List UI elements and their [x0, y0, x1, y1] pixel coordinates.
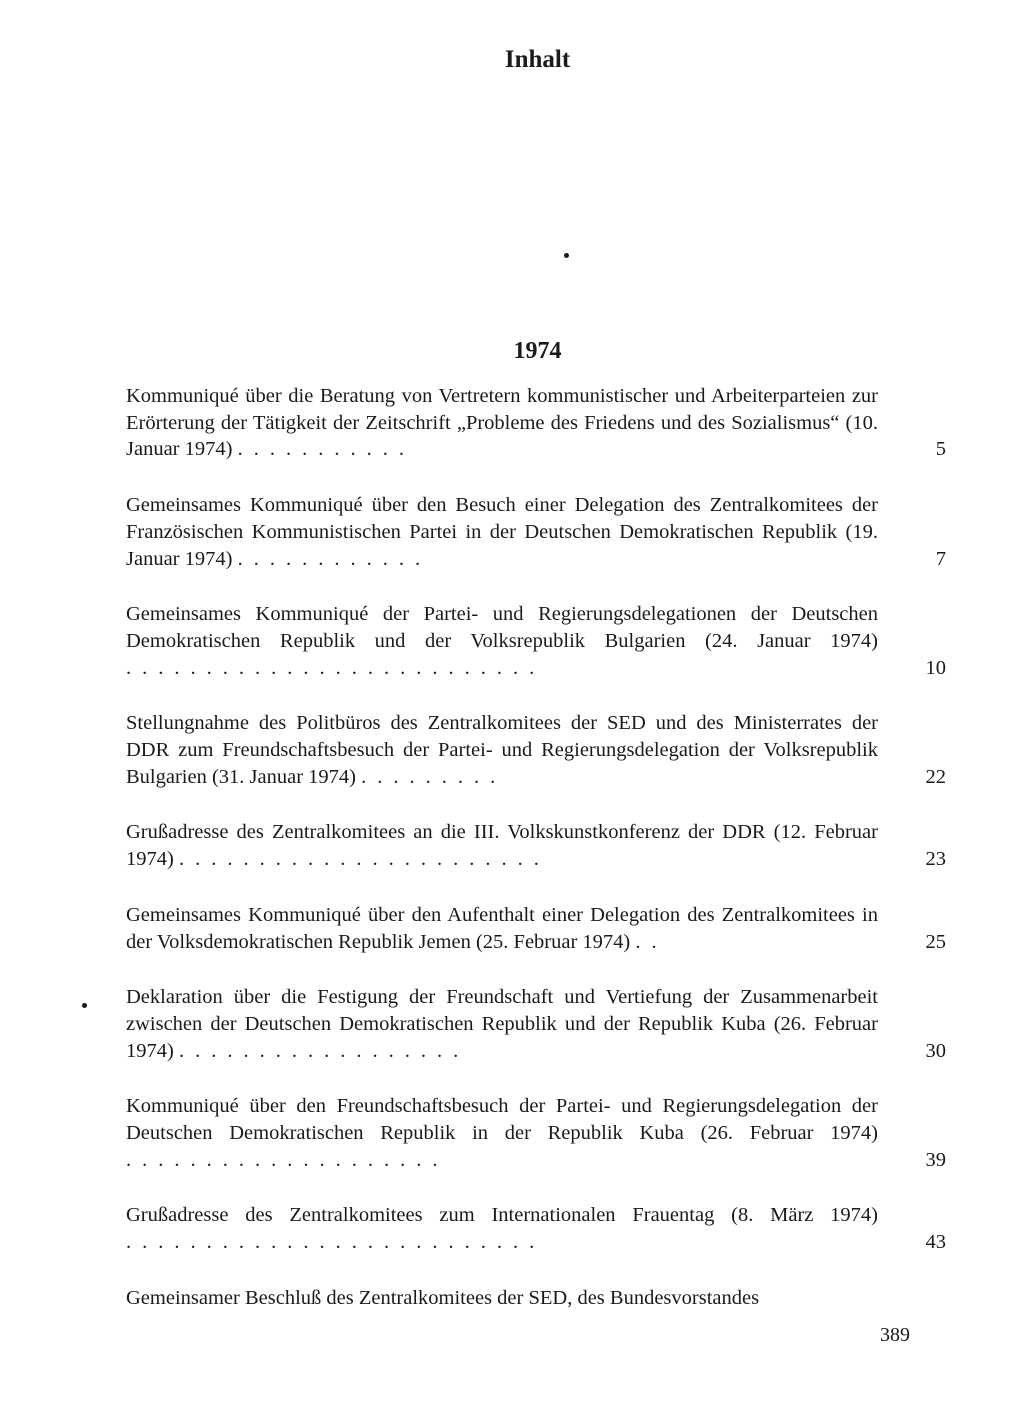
leader-dots: .........: [361, 765, 507, 788]
toc-entry-page: 25: [925, 930, 946, 953]
leader-dots: ..................: [178, 1039, 470, 1062]
toc-entry-title: Stellungnahme des Politbüros des Zentralkomitees der SED und des Ministerrates der DDR zum Freundschaftsbesuch der Partei- und Regierungsdelegation der Volksrepublik Bulgarien (31. Januar 1974): [126, 712, 878, 788]
toc-entry-page: 5: [935, 438, 946, 461]
toc-entry: [126, 819, 946, 872]
toc-entry: [126, 902, 946, 955]
toc-entry-title: Gemeinsames Kommuniqué über den Aufenthalt einer Delegation des Zentralkomitees in der Volksdemokratischen Republik Jemen (25. Februar 1974): [126, 903, 878, 953]
leader-dots: ..: [635, 930, 668, 953]
toc-entry: [126, 710, 946, 790]
toc-entry-page: 43: [925, 1231, 946, 1254]
table-of-contents: [126, 383, 946, 1341]
toc-entry-page: 30: [925, 1039, 946, 1062]
toc-entry-title: Grußadresse des Zentralkomitees an die III. Volkskunstkonferenz der DDR (12. Februar 1974): [126, 821, 878, 871]
toc-entry-page: 22: [925, 765, 946, 788]
toc-entry: [126, 1285, 946, 1312]
leader-dots: ...........: [237, 438, 415, 461]
toc-entry: [126, 601, 946, 681]
toc-entry: [126, 492, 946, 572]
toc-entry-page: 23: [925, 848, 946, 871]
toc-entry: [126, 1202, 946, 1255]
page-number: 389: [880, 1324, 910, 1346]
toc-entry-title: Kommuniqué über die Beratung von Vertretern kommunistischer und Arbeiterparteien zur Erörterung der Tätigkeit der Zeitschrift „Probleme des Friedens und des Sozialismus“ (10. Januar 1974): [126, 385, 878, 461]
toc-entry-title: Gemeinsames Kommuniqué der Partei- und Regierungsdelegationen der Deutschen Demokratischen Republik und der Volksrepublik Bulgarien (24. Januar 1974): [126, 603, 878, 652]
toc-entry-title: Deklaration über die Festigung der Freundschaft und Vertiefung der Zusammenarbeit zwischen der Deutschen Demokratischen Republik und der Republik Kuba (26. Februar 1974): [126, 986, 878, 1062]
toc-entry: [126, 383, 946, 463]
leader-dots: ....................: [126, 1148, 449, 1171]
toc-entry-page: 39: [925, 1148, 946, 1171]
leader-dots: ..........................: [126, 656, 546, 679]
leader-dots: ............: [237, 547, 432, 570]
toc-entry-title: Gemeinsamer Beschluß des Zentralkomitees der SED, des Bundesvorstandes: [126, 1286, 760, 1309]
toc-entry-page: 10: [925, 656, 946, 679]
print-mark: [82, 1003, 87, 1008]
page-title: Inhalt: [504, 46, 571, 73]
print-mark: [564, 253, 569, 258]
toc-entry: [126, 984, 946, 1064]
toc-entry-title: Kommuniqué über den Freundschaftsbesuch der Partei- und Regierungsdelegation der Deutschen Demokratischen Republik in der Republik Kuba (26. Februar 1974): [126, 1095, 878, 1145]
leader-dots: .......................: [178, 848, 550, 871]
toc-entry: [126, 1093, 946, 1173]
toc-entry-title: Gemeinsames Kommuniqué über den Besuch einer Delegation des Zentralkomitees der Französischen Kommunistischen Partei in der Deutschen Demokratischen Republik (19. Januar 1974): [126, 494, 878, 570]
toc-entry-title: Grußadresse des Zentralkomitees zum Internationalen Frauentag (8. März 1974): [126, 1204, 878, 1227]
leader-dots: ..........................: [126, 1231, 546, 1254]
toc-entry-page: 7: [935, 547, 946, 570]
section-year: 1974: [513, 338, 562, 364]
